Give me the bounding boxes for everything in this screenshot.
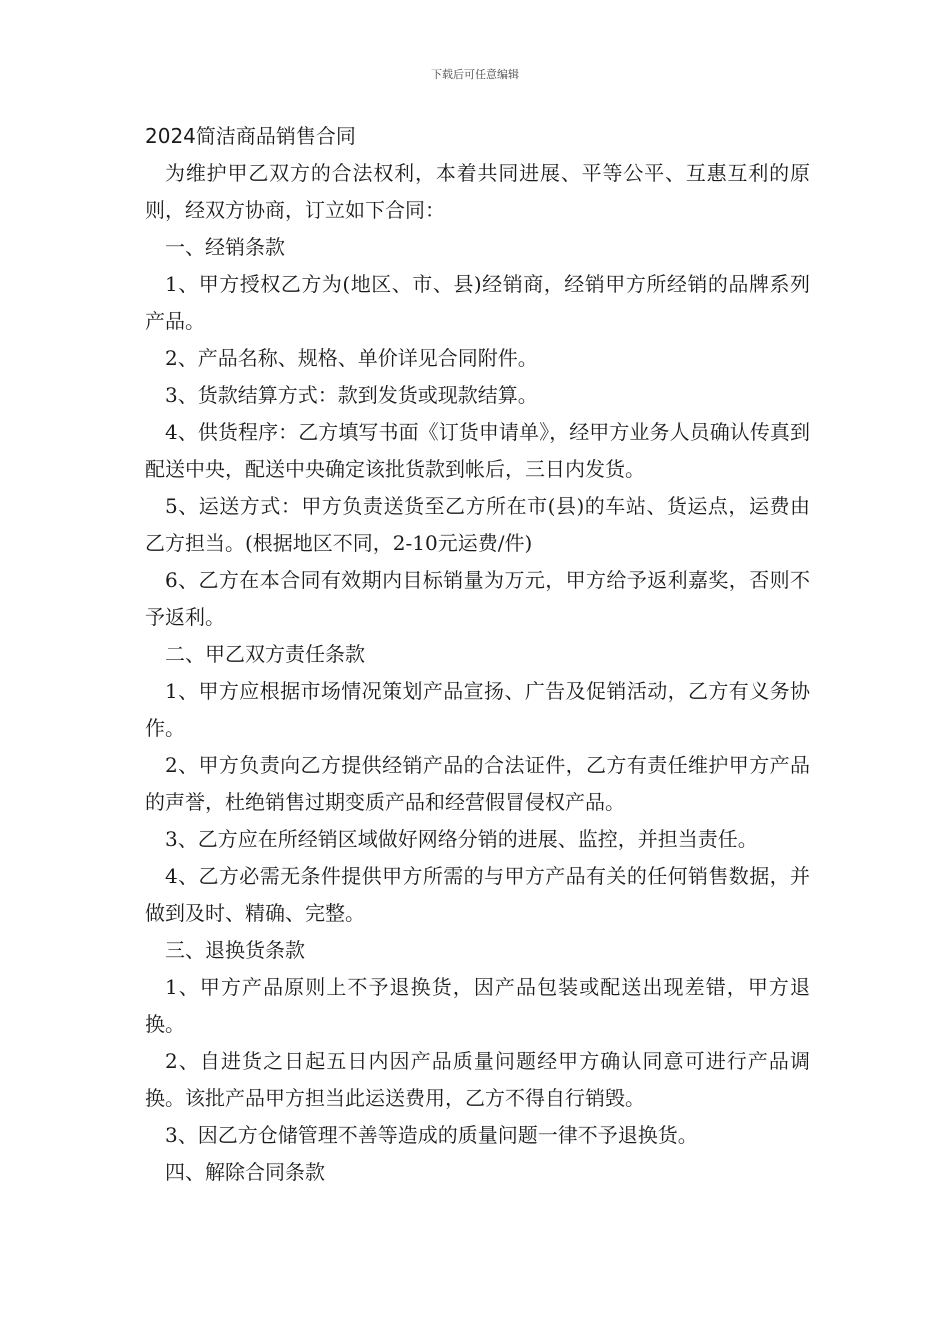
clause-2-2: 2、甲方负责向乙方提供经销产品的合法证件，乙方有责任维护甲方产品的声誉，杜绝销售过期变质产品和经营假冒侵权产品。 <box>145 753 810 814</box>
clause-1-2: 2、产品名称、规格、单价详见合同附件。 <box>165 346 538 370</box>
clause-1-4: 4、供货程序：乙方填写书面《订货申请单》，经甲方业务人员确认传真到配送中央，配送中央确定该批货款到帐后，三日内发货。 <box>145 420 810 481</box>
clause-2-4: 4、乙方必需无条件提供甲方所需的与甲方产品有关的任何销售数据，并做到及时、精确、完整。 <box>145 864 810 925</box>
clause-2-1: 1、甲方应根据市场情况策划产品宣扬、广告及促销活动，乙方有义务协作。 <box>145 679 810 740</box>
clause-3-3: 3、因乙方仓储管理不善等造成的质量问题一律不予退换货。 <box>165 1123 698 1147</box>
clause-3-1: 1、甲方产品原则上不予退换货，因产品包装或配送出现差错，甲方退换。 <box>145 975 810 1036</box>
clause-1-1: 1、甲方授权乙方为(地区、市、县)经销商，经销甲方所经销的品牌系列产品。 <box>145 272 810 333</box>
document-title: 2024简洁商品销售合同 <box>145 124 356 148</box>
clause-1-5: 5、运送方式：甲方负责送货至乙方所在市(县)的车站、货运点，运费由乙方担当。(根据地区不同，2-10元运费/件) <box>145 494 810 555</box>
section-heading-1: 一、经销条款 <box>165 235 285 259</box>
clause-2-3: 3、乙方应在所经销区域做好网络分销的进展、监控，并担当责任。 <box>165 827 758 851</box>
header-note: 下载后可任意编辑 <box>431 68 519 81</box>
section-heading-3: 三、退换货条款 <box>165 938 305 962</box>
section-heading-2: 二、甲乙双方责任条款 <box>165 642 365 666</box>
clause-1-3: 3、货款结算方式：款到发货或现款结算。 <box>165 383 538 407</box>
section-heading-4: 四、解除合同条款 <box>165 1160 325 1184</box>
document-body <box>145 118 810 1191</box>
clause-1-6: 6、乙方在本合同有效期内目标销量为万元，甲方给予返利嘉奖，否则不予返利。 <box>145 568 810 629</box>
paragraph-intro: 为维护甲乙双方的合法权利，本着共同进展、平等公平、互惠互利的原则，经双方协商，订立如下合同： <box>145 161 810 222</box>
clause-3-2: 2、自进货之日起五日内因产品质量问题经甲方确认同意可进行产品调换。该批产品甲方担当此运送费用，乙方不得自行销毁。 <box>145 1049 810 1110</box>
